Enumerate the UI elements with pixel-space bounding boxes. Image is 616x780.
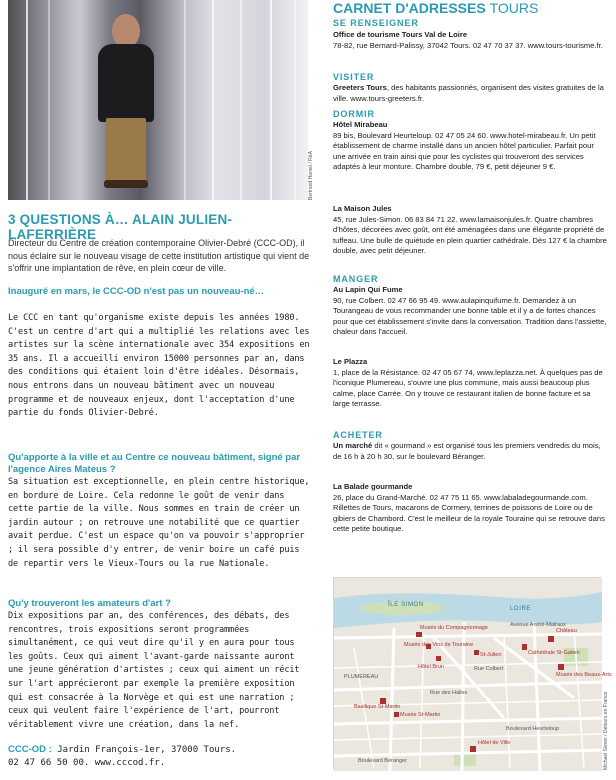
entry-office-tourisme <box>333 30 608 51</box>
section-dormir: DORMIR <box>333 109 375 119</box>
portrait-photo <box>8 0 308 200</box>
map-credit: Michael Siever / Détours en France <box>603 691 609 770</box>
question-1: Inauguré en mars, le CCC-OD n'est pas un nouveau-né… <box>8 286 265 297</box>
map-label-colbert: Rue Colbert <box>474 666 504 672</box>
address-book-city: TOURS <box>489 0 539 16</box>
entry-balade-gourmande <box>333 482 608 535</box>
map-label-compagnonnage: Musée du Compagnonnage <box>420 625 488 631</box>
entry-hotel-mirabeau <box>333 120 608 173</box>
map-label-chateau: Château <box>556 628 577 634</box>
greeters-name: Greeters Tours <box>333 83 387 92</box>
section-acheter: ACHETER <box>333 430 383 440</box>
jules-text: 45, rue Jules-Simon. 06 83 84 71 22. www.lamaisonjules.fr. Quatre chambres d'hôtes, décorées avec goût, ont été aménagées dans une élégante propriété de tuffeau. Une bulle de quiétude en plein quartier cathédrale. Dès 127 € la chambre double, avec petit déjeuner. <box>333 214 607 256</box>
question-2: Qu'apporte à la ville et au Centre ce nouveau bâtiment, signé par l'agence Aires Mateus ? <box>8 452 301 475</box>
plazza-text: 1, place de la Résistance. 02 47 05 67 74, www.leplazza.net. À quelques pas de l'iconique Plumereau, s'ouvre une plus commune, mais aussi beaucoup plus calme, place Carrée. On y trouve ce restaurant italien de bonne facture et sa large terrasse. <box>333 367 603 409</box>
jules-name: La Maison Jules <box>333 204 392 213</box>
mirabeau-name: Hôtel Mirabeau <box>333 120 388 129</box>
interview-intro: Directeur du Centre de création contemporaine Olivier-Debré (CCC-OD), il nous éclaire sur le nouveau visage de cette institution artistique qui vient de s'offrir une implantation de rêve, en plein cœur de ville. <box>8 238 310 273</box>
balade-text: 26, place du Grand-Marché. 02 47 75 11 65. www.labaladegourmande.com. Rillettes de Tours, macarons de Cormery, terrines de poissons de Loire ou de gibiers de Chambord. C'est le meilleur de la royale Touraine qui se retrouve dans cette petite boutique. <box>333 492 605 534</box>
address-book-column <box>333 0 613 780</box>
map-label-beranger: Boulevard Béranger <box>358 758 407 764</box>
map-label-hotel-de-ville: Hôtel de Ville <box>478 740 511 746</box>
map-label-plumereau: PLUMEREAU <box>344 674 379 680</box>
section-manger: MANGER <box>333 274 379 284</box>
contact-label: CCC-OD : <box>8 744 52 755</box>
section-renseigner: SE RENSEIGNER <box>333 18 419 28</box>
contact-address: Jardin François-1er, 37000 Tours. <box>57 745 237 755</box>
lapin-name: Au Lapin Qui Fume <box>333 285 403 294</box>
answer-3: Dix expositions par an, des conférences, des débats, des rencontres, trois expositions seront programmées simultanément, ce qui veut dire qu'il y en aura pour tous les goûts. Ceux qui aiment l'avant-garde naissante auront une jeune génération d'artistes ; ceux qui aiment un récit sur l'art apprécieront par exemple la première exposition qui est consacrée à la Norvège et qui est une narration ; ceux qui veulent faire l'expérience de l'art, pourront véritablement vivre une création, dans la nef. <box>8 611 300 730</box>
contact-info <box>8 743 313 770</box>
map-label-basilique: Basilique St-Martin <box>354 704 401 710</box>
balade-name: La Balade gourmande <box>333 482 413 491</box>
map-label-andre-malraux: Avenue André-Malraux <box>510 622 566 628</box>
entry-greeters <box>333 83 608 104</box>
marche-name: Un marché <box>333 441 373 450</box>
map-label-st-julien: St-Julien <box>480 652 502 658</box>
map-label-rue-des-halles: Rue des Halles <box>430 690 468 696</box>
interview-title: 3 QUESTIONS À… ALAIN JULIEN-LAFERRIÈRE <box>8 212 233 242</box>
plazza-name: Le Plazza <box>333 357 368 366</box>
office-text: 78-82, rue Bernard-Palissy, 37042 Tours. 02 47 70 37 37. www.tours-tourisme.fr. <box>333 40 603 50</box>
answer-1: Le CCC en tant qu'organisme existe depuis les années 1980. C'est un centre d'art qui a multiplié les relations avec les artistes sur la scène internationale avec 354 expositions en 35 ans. Il a accueilli environ 15000 personnes par an, dans des conditions qui étaient loin d'être idéales. Désormais, nous entrons dans un nouveau bâtiment avec un nouveau programme et de nouveaux enjeux, dont l'acceptation d'une partie du fonds Olivier-Debré. <box>8 313 310 419</box>
contact-phone-web[interactable]: 02 47 66 50 00. www.cccod.fr. <box>8 758 166 768</box>
office-name: Office de tourisme Tours Val de Loire <box>333 30 468 39</box>
map-label-beaux-arts: Musée des Beaux-Arts <box>556 672 612 678</box>
lapin-text: 90, rue Colbert. 02 47 66 95 49. www.aulapinquifume.fr. Demandez à un Tourangeau de vous recommander une bonne table et il y a de fortes chances pour que cet établissement s'invite dans la conversation. Tradition dans l'assiette, chaleur dans l'accueil. <box>333 295 607 337</box>
map-label-ile-simon: ÎLE SIMON <box>388 602 424 608</box>
entry-lapin-qui-fume <box>333 285 608 338</box>
entry-plazza <box>333 357 608 410</box>
marche-text: dit « gourmand » est organisé tous les premiers vendredis du mois, de 16 h à 20 h 30, sur le boulevard Béranger. <box>333 441 601 461</box>
address-book-title-text: CARNET D'ADRESSES <box>333 0 486 16</box>
mirabeau-text: 89 bis, Boulevard Heurteloup. 02 47 05 24 60. www.hotel-mirabeau.fr. Un petit établissement de charme installé dans un ancien hôtel particulier. Parfait pour une arrivée en train ainsi que pour les cyclistes qui trouveront des services adaptés à leur monture. Chambre double, 79 €, petit déjeuner 9 €. <box>333 130 596 172</box>
map-label-loire: LOIRE <box>510 606 532 612</box>
photo-credit: Bertrand Hamel / RèA <box>308 151 314 200</box>
address-book-title <box>333 0 538 16</box>
section-visiter: VISITER <box>333 72 375 82</box>
entry-maison-jules <box>333 204 608 257</box>
answer-2: Sa situation est exceptionnelle, en plein centre historique, en bordure de Loire. Cela redonne le goût de venir dans cette partie de la ville. Nous sommes en train de créer un jardin autour ; on retrouve une notabilité que ce quartier avait perdue. C'est un espace qu'on va pouvoir s'approprier ; il sera possible d'y entrer, de venir boire un café puis de repartir vers le Vieux-Tours ou la rue Nationale. <box>8 477 310 569</box>
question-3: Qu'y trouveront les amateurs d'art ? <box>8 598 171 609</box>
map-label-cathedrale: Cathédrale St-Gatien <box>528 650 580 656</box>
map-label-heurteloup: Boulevard Heurteloup <box>506 726 560 732</box>
map-label-musee-st-martin: Musée St-Martin <box>400 712 441 718</box>
greeters-text: , des habitants passionnés, organisent des visites gratuites de la ville. www.tours-greeters.fr. <box>333 83 604 103</box>
map-label-hotel-brun: Hôtel Brun <box>418 664 444 670</box>
entry-marche <box>333 441 608 462</box>
map-label-vins: Musée des Vins de Touraine <box>404 642 474 648</box>
